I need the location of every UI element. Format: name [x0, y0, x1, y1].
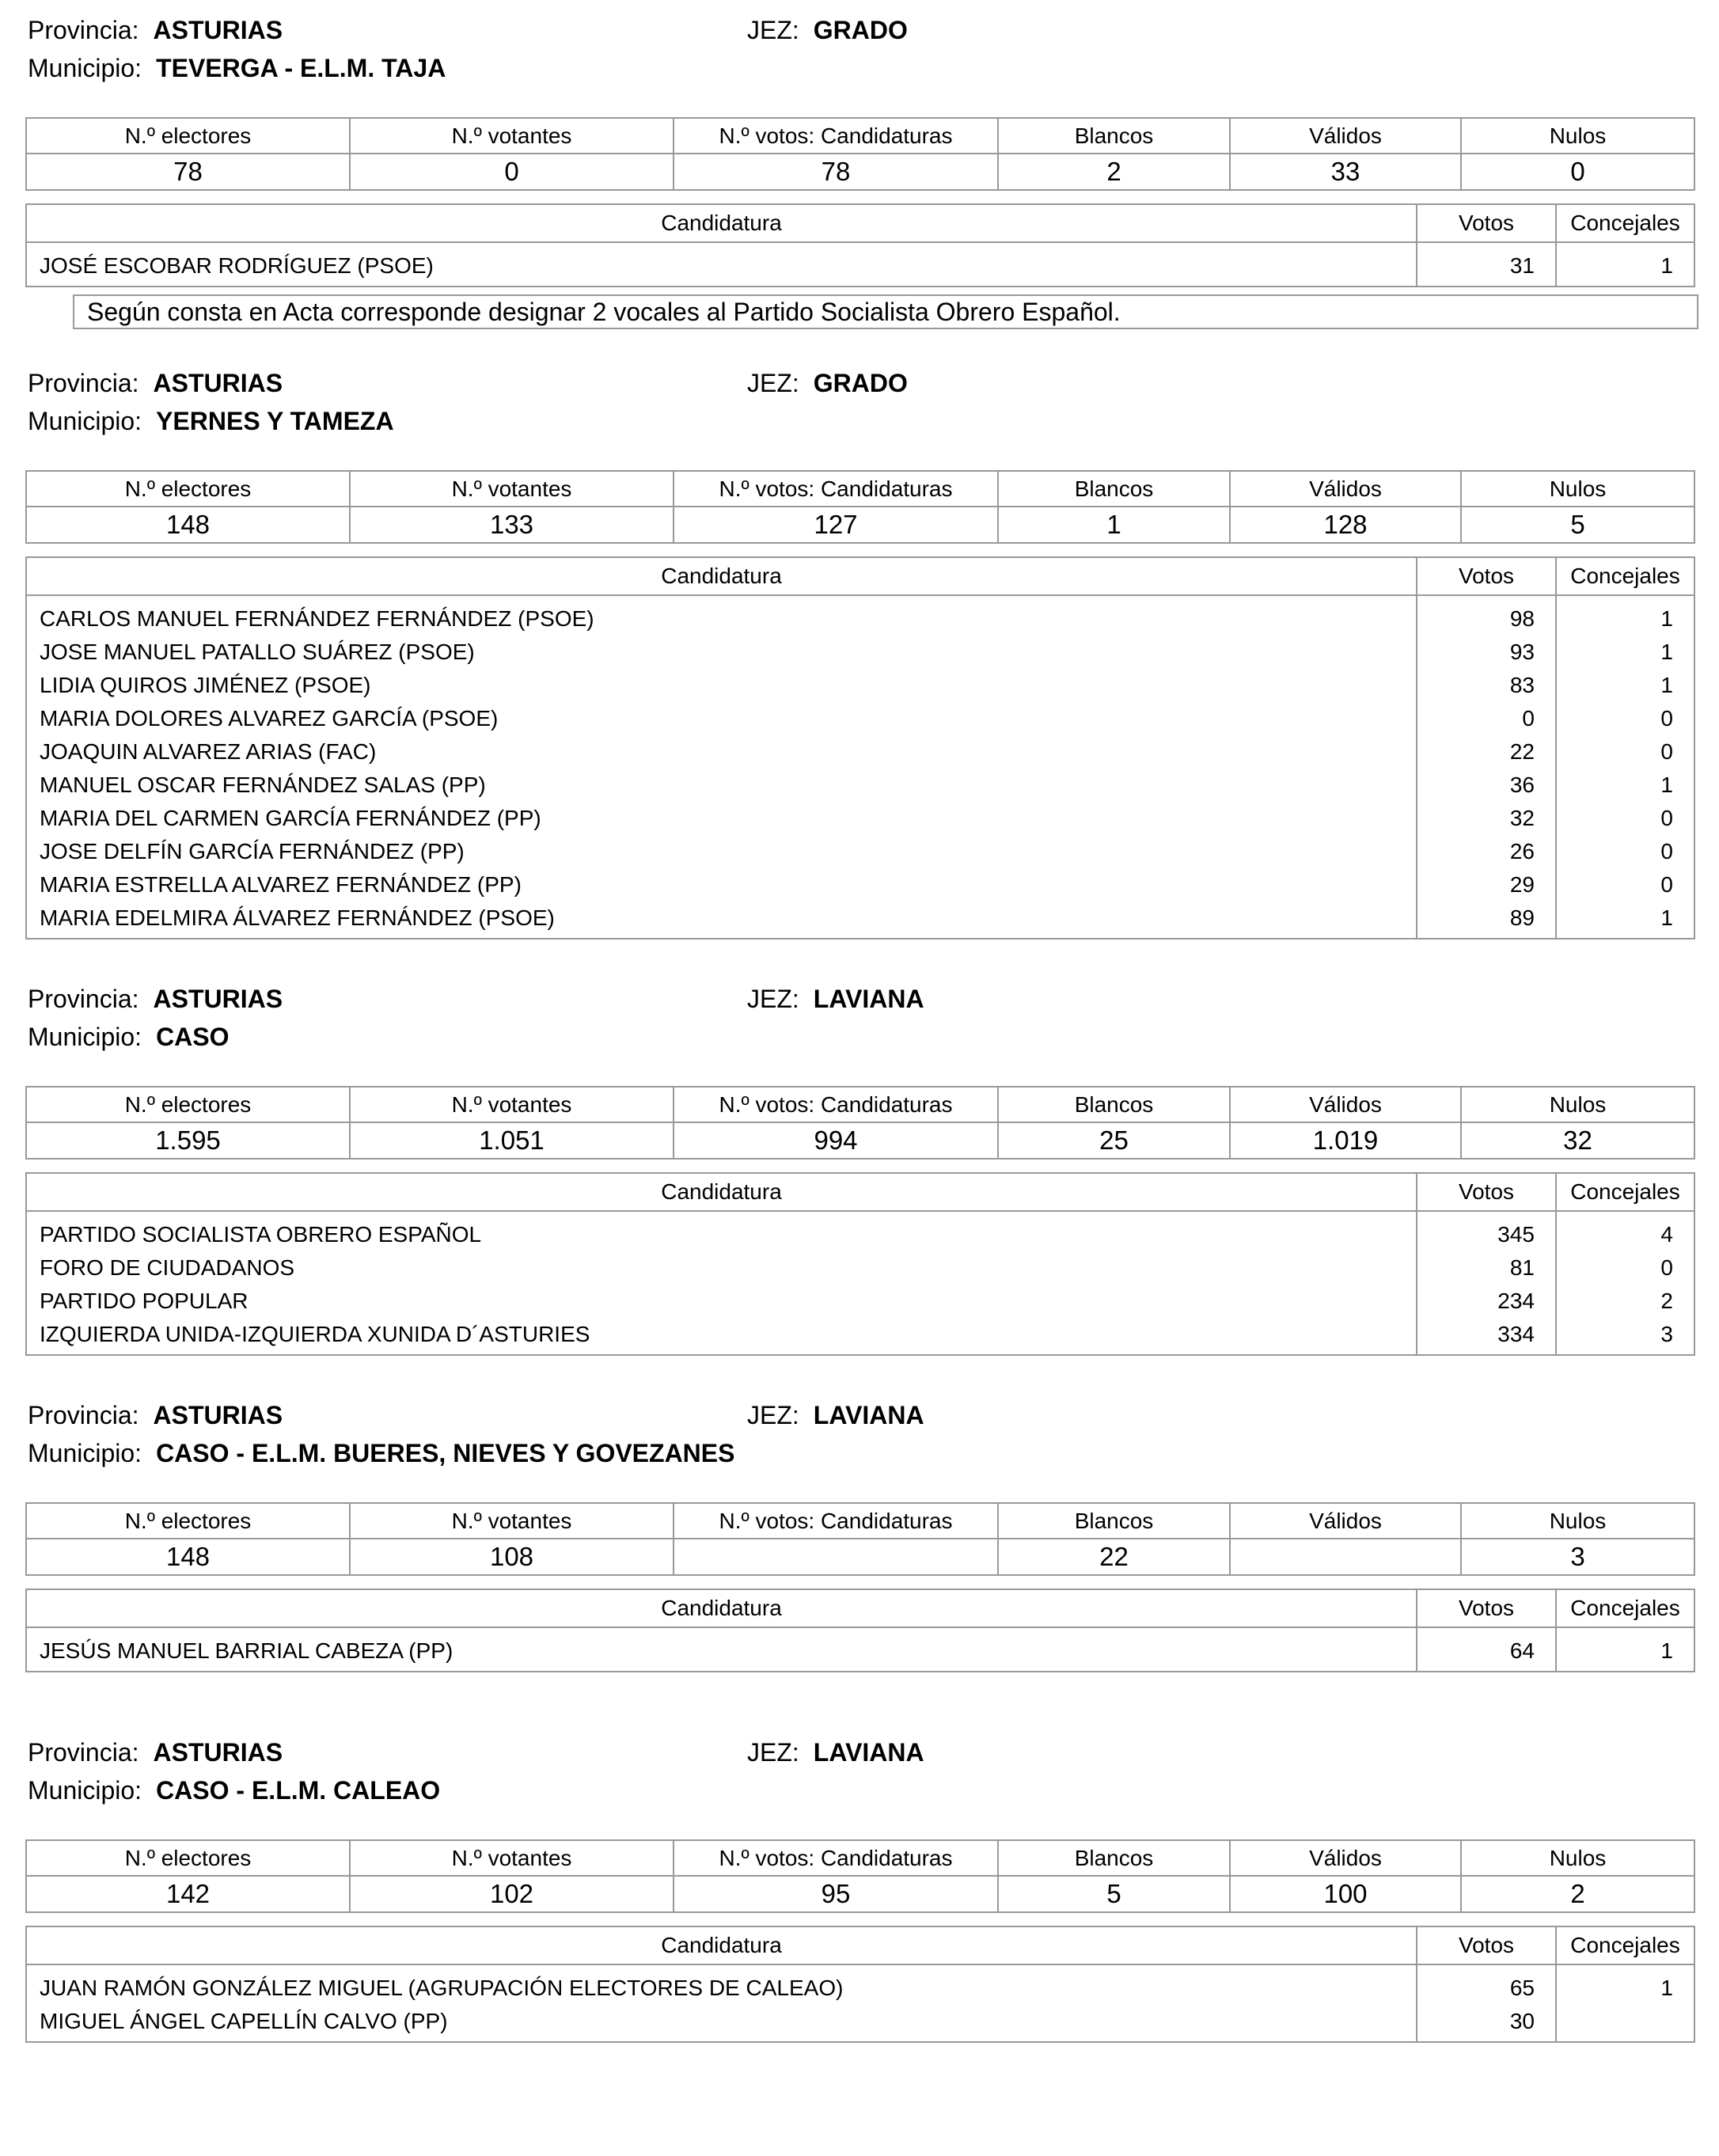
validos-header: Válidos: [1230, 1503, 1461, 1539]
electores-header: N.º electores: [26, 471, 350, 507]
candidate-name: JOSÉ ESCOBAR RODRÍGUEZ (PSOE): [40, 253, 434, 278]
municipality-section: [25, 364, 1694, 939]
candidate-votos: 234: [1497, 1289, 1535, 1313]
municipio-value: CASO: [156, 1023, 230, 1051]
candidate-name: JOSE MANUEL PATALLO SUÁREZ (PSOE): [40, 640, 475, 664]
concejales-header: Concejales: [1556, 204, 1694, 242]
blancos-header: Blancos: [998, 1840, 1230, 1876]
votos-candidaturas-value: [674, 1539, 998, 1575]
municipio-row: [28, 1018, 230, 1056]
candidate-concejales: 1: [1660, 1638, 1673, 1663]
candidate-name: PARTIDO POPULAR: [40, 1289, 249, 1313]
candidates-header-row: [26, 1926, 1694, 1964]
candidates-header-row: [26, 204, 1694, 242]
candidate-name: JESÚS MANUEL BARRIAL CABEZA (PP): [40, 1638, 453, 1663]
nulos-header: Nulos: [1461, 1840, 1694, 1876]
nulos-value: 0: [1461, 154, 1694, 190]
candidates-body: [26, 595, 1694, 939]
stats-header-row: [26, 118, 1694, 154]
electores-value: 78: [26, 154, 350, 190]
blancos-value: 2: [998, 154, 1230, 190]
candidates-body: [26, 1627, 1694, 1672]
jez-row: [747, 1733, 924, 1771]
candidate-names-column: [26, 595, 1417, 939]
votantes-header: N.º votantes: [350, 1087, 674, 1122]
validos-value: 128: [1230, 507, 1461, 543]
candidate-votos: 29: [1509, 872, 1535, 897]
candidatura-header: Candidatura: [26, 557, 1417, 595]
candidate-name: JUAN RAMÓN GONZÁLEZ MIGUEL (AGRUPACIÓN ELECTORES DE CALEAO): [40, 1976, 844, 2000]
votantes-header: N.º votantes: [350, 118, 674, 154]
blancos-value: 25: [998, 1122, 1230, 1159]
municipio-row: [28, 1434, 734, 1472]
votantes-value: 102: [350, 1876, 674, 1912]
municipio-label: Municipio:: [28, 1776, 142, 1805]
validos-header: Válidos: [1230, 118, 1461, 154]
candidate-concejales: 4: [1660, 1222, 1673, 1247]
candidate-votos-column: [1417, 1964, 1556, 2042]
candidate-concejales: 1: [1660, 772, 1673, 797]
stats-value-row: [26, 507, 1694, 543]
provincia-row: [28, 980, 283, 1018]
provincia-value: ASTURIAS: [153, 16, 283, 44]
votos-candidaturas-header: N.º votos: Candidaturas: [674, 1503, 998, 1539]
jez-label: JEZ:: [747, 1401, 799, 1429]
nulos-header: Nulos: [1461, 1503, 1694, 1539]
provincia-row: [28, 1396, 283, 1434]
municipality-section: [25, 980, 1694, 1356]
municipio-row: [28, 402, 394, 440]
candidate-concejales: 0: [1660, 706, 1673, 731]
candidate-votos-column: [1417, 1627, 1556, 1672]
blancos-header: Blancos: [998, 1503, 1230, 1539]
concejales-header: Concejales: [1556, 557, 1694, 595]
provincia-label: Provincia:: [28, 16, 139, 44]
candidate-votos: 334: [1497, 1322, 1535, 1346]
candidatura-header: Candidatura: [26, 1926, 1417, 1964]
candidate-votos: 93: [1509, 640, 1535, 664]
candidatura-header: Candidatura: [26, 1589, 1417, 1627]
stats-value-row: [26, 1876, 1694, 1912]
candidate-concejales: 0: [1660, 1255, 1673, 1280]
jez-label: JEZ:: [747, 985, 799, 1013]
jez-label: JEZ:: [747, 1738, 799, 1767]
provincia-row: [28, 1733, 283, 1771]
candidate-votos: 32: [1509, 806, 1535, 830]
jez-label: JEZ:: [747, 369, 799, 397]
nulos-header: Nulos: [1461, 1087, 1694, 1122]
candidate-concejales-column: [1556, 1964, 1694, 2042]
candidate-names-column: [26, 242, 1417, 287]
candidate-votos: 30: [1509, 2009, 1535, 2033]
candidate-name: MARIA DOLORES ALVAREZ GARCÍA (PSOE): [40, 706, 499, 731]
candidate-name: MANUEL OSCAR FERNÁNDEZ SALAS (PP): [40, 772, 486, 797]
candidates-table: [25, 556, 1695, 939]
candidate-concejales: 0: [1660, 739, 1673, 764]
municipio-row: [28, 1771, 440, 1809]
provincia-value: ASTURIAS: [153, 369, 283, 397]
candidate-votos: 345: [1497, 1222, 1535, 1247]
electores-header: N.º electores: [26, 1503, 350, 1539]
jez-value: GRADO: [813, 369, 908, 397]
jez-value: LAVIANA: [813, 1401, 924, 1429]
jez-row: [747, 980, 924, 1018]
jez-label: JEZ:: [747, 16, 799, 44]
stats-table: [25, 1502, 1695, 1576]
electores-header: N.º electores: [26, 1840, 350, 1876]
stats-header-row: [26, 1503, 1694, 1539]
candidate-votos: 89: [1509, 905, 1535, 930]
candidate-votos: 0: [1522, 706, 1535, 731]
candidate-votos: 31: [1509, 253, 1535, 278]
candidates-table: [25, 203, 1695, 287]
candidate-concejales-column: [1556, 1627, 1694, 1672]
provincia-row: [28, 364, 283, 402]
municipality-section: [25, 1396, 1694, 1672]
votantes-header: N.º votantes: [350, 1840, 674, 1876]
validos-header: Válidos: [1230, 1840, 1461, 1876]
votantes-header: N.º votantes: [350, 1503, 674, 1539]
candidate-name: PARTIDO SOCIALISTA OBRERO ESPAÑOL: [40, 1222, 482, 1247]
candidate-concejales-column: [1556, 595, 1694, 939]
votos-candidaturas-header: N.º votos: Candidaturas: [674, 1087, 998, 1122]
blancos-header: Blancos: [998, 1087, 1230, 1122]
electores-value: 148: [26, 507, 350, 543]
provincia-value: ASTURIAS: [153, 1738, 283, 1767]
municipio-label: Municipio:: [28, 1023, 142, 1051]
municipio-value: CASO - E.L.M. CALEAO: [156, 1776, 441, 1805]
concejales-header: Concejales: [1556, 1926, 1694, 1964]
municipality-section: [25, 11, 1694, 287]
candidate-name: MARIA ESTRELLA ALVAREZ FERNÁNDEZ (PP): [40, 872, 522, 897]
section-header: [25, 11, 1694, 87]
nulos-value: 32: [1461, 1122, 1694, 1159]
candidate-votos: 98: [1509, 606, 1535, 631]
votos-candidaturas-value: 994: [674, 1122, 998, 1159]
candidates-header-row: [26, 1589, 1694, 1627]
validos-value: 100: [1230, 1876, 1461, 1912]
candidate-votos: 65: [1509, 1976, 1535, 2000]
municipio-value: TEVERGA - E.L.M. TAJA: [156, 54, 446, 82]
votos-header: Votos: [1417, 204, 1556, 242]
candidatura-header: Candidatura: [26, 1173, 1417, 1211]
candidate-concejales: 2: [1660, 1289, 1673, 1313]
municipio-value: YERNES Y TAMEZA: [156, 407, 394, 435]
candidate-votos: 83: [1509, 673, 1535, 697]
candidate-names-column: [26, 1964, 1417, 2042]
candidate-votos: 22: [1509, 739, 1535, 764]
municipio-label: Municipio:: [28, 1439, 142, 1467]
stats-table: [25, 470, 1695, 544]
votos-candidaturas-value: 127: [674, 507, 998, 543]
section-header: [25, 1396, 1694, 1472]
votos-header: Votos: [1417, 1926, 1556, 1964]
votantes-value: 0: [350, 154, 674, 190]
candidate-concejales: 1: [1660, 606, 1673, 631]
stats-table: [25, 1086, 1695, 1160]
provincia-value: ASTURIAS: [153, 985, 283, 1013]
votantes-value: 108: [350, 1539, 674, 1575]
blancos-value: 22: [998, 1539, 1230, 1575]
candidate-votos: 81: [1509, 1255, 1535, 1280]
jez-value: GRADO: [813, 16, 908, 44]
candidate-name: MARIA EDELMIRA ÁLVAREZ FERNÁNDEZ (PSOE): [40, 905, 555, 930]
candidates-header-row: [26, 557, 1694, 595]
candidate-concejales: 0: [1660, 806, 1673, 830]
candidate-name: CARLOS MANUEL FERNÁNDEZ FERNÁNDEZ (PSOE): [40, 606, 594, 631]
validos-header: Válidos: [1230, 1087, 1461, 1122]
stats-header-row: [26, 1840, 1694, 1876]
provincia-value: ASTURIAS: [153, 1401, 283, 1429]
jez-row: [747, 1396, 924, 1434]
municipio-row: [28, 49, 446, 87]
candidate-votos-column: [1417, 1211, 1556, 1355]
candidatura-header: Candidatura: [26, 204, 1417, 242]
candidate-concejales: 1: [1660, 905, 1673, 930]
candidate-concejales: 1: [1660, 673, 1673, 697]
candidates-body: [26, 242, 1694, 287]
votos-header: Votos: [1417, 1589, 1556, 1627]
concejales-header: Concejales: [1556, 1589, 1694, 1627]
stats-table: [25, 1839, 1695, 1913]
votantes-header: N.º votantes: [350, 471, 674, 507]
candidate-concejales: [1557, 2005, 1694, 2038]
candidate-concejales: 0: [1660, 839, 1673, 864]
votos-candidaturas-header: N.º votos: Candidaturas: [674, 1840, 998, 1876]
candidate-name: JOAQUIN ALVAREZ ARIAS (FAC): [40, 739, 377, 764]
section-header: [25, 364, 1694, 440]
candidate-name: MIGUEL ÁNGEL CAPELLÍN CALVO (PP): [40, 2009, 448, 2033]
votos-candidaturas-header: N.º votos: Candidaturas: [674, 471, 998, 507]
candidates-table: [25, 1589, 1695, 1672]
candidate-votos: 26: [1509, 839, 1535, 864]
candidate-name: FORO DE CIUDADANOS: [40, 1255, 295, 1280]
section-header: [25, 1733, 1694, 1809]
votos-candidaturas-value: 95: [674, 1876, 998, 1912]
provincia-label: Provincia:: [28, 1738, 139, 1767]
candidate-name: JOSE DELFÍN GARCÍA FERNÁNDEZ (PP): [40, 839, 465, 864]
votos-candidaturas-header: N.º votos: Candidaturas: [674, 118, 998, 154]
candidate-concejales: 3: [1660, 1322, 1673, 1346]
electores-value: 1.595: [26, 1122, 350, 1159]
jez-value: LAVIANA: [813, 1738, 924, 1767]
votos-header: Votos: [1417, 557, 1556, 595]
candidate-concejales: 1: [1660, 253, 1673, 278]
blancos-header: Blancos: [998, 471, 1230, 507]
votos-candidaturas-value: 78: [674, 154, 998, 190]
candidate-names-column: [26, 1211, 1417, 1355]
nulos-header: Nulos: [1461, 118, 1694, 154]
candidates-table: [25, 1926, 1695, 2043]
stats-value-row: [26, 1122, 1694, 1159]
section-header: [25, 980, 1694, 1056]
nulos-value: 3: [1461, 1539, 1694, 1575]
blancos-value: 1: [998, 507, 1230, 543]
candidate-name: LIDIA QUIROS JIMÉNEZ (PSOE): [40, 673, 371, 697]
candidate-name: MARIA DEL CARMEN GARCÍA FERNÁNDEZ (PP): [40, 806, 541, 830]
stats-value-row: [26, 1539, 1694, 1575]
candidates-table: [25, 1172, 1695, 1356]
votantes-value: 1.051: [350, 1122, 674, 1159]
jez-value: LAVIANA: [813, 985, 924, 1013]
validos-header: Válidos: [1230, 471, 1461, 507]
candidate-concejales: 1: [1660, 640, 1673, 664]
provincia-label: Provincia:: [28, 1401, 139, 1429]
concejales-header: Concejales: [1556, 1173, 1694, 1211]
stats-table: [25, 117, 1695, 191]
candidate-names-column: [26, 1627, 1417, 1672]
candidate-votos-column: [1417, 242, 1556, 287]
provincia-label: Provincia:: [28, 369, 139, 397]
candidate-concejales: 0: [1660, 872, 1673, 897]
municipio-value: CASO - E.L.M. BUERES, NIEVES Y GOVEZANES: [156, 1439, 735, 1467]
provincia-label: Provincia:: [28, 985, 139, 1013]
jez-row: [747, 364, 908, 402]
candidates-header-row: [26, 1173, 1694, 1211]
validos-value: 1.019: [1230, 1122, 1461, 1159]
acta-note: Según consta en Acta corresponde designar 2 vocales al Partido Socialista Obrero Español.: [73, 294, 1698, 329]
provincia-row: [28, 11, 283, 49]
candidates-body: [26, 1211, 1694, 1355]
candidate-concejales: 1: [1660, 1976, 1673, 2000]
candidate-concejales-column: [1556, 1211, 1694, 1355]
candidate-concejales-column: [1556, 242, 1694, 287]
stats-header-row: [26, 471, 1694, 507]
candidates-body: [26, 1964, 1694, 2042]
nulos-value: 2: [1461, 1876, 1694, 1912]
candidate-votos: 64: [1509, 1638, 1535, 1663]
validos-value: 33: [1230, 154, 1461, 190]
electores-header: N.º electores: [26, 1087, 350, 1122]
municipio-label: Municipio:: [28, 54, 142, 82]
nulos-header: Nulos: [1461, 471, 1694, 507]
candidate-votos: 36: [1509, 772, 1535, 797]
candidate-name: IZQUIERDA UNIDA-IZQUIERDA XUNIDA D´ASTURIES: [40, 1322, 590, 1346]
stats-value-row: [26, 154, 1694, 190]
municipio-label: Municipio:: [28, 407, 142, 435]
votos-header: Votos: [1417, 1173, 1556, 1211]
electores-value: 148: [26, 1539, 350, 1575]
votantes-value: 133: [350, 507, 674, 543]
stats-header-row: [26, 1087, 1694, 1122]
nulos-value: 5: [1461, 507, 1694, 543]
electores-header: N.º electores: [26, 118, 350, 154]
jez-row: [747, 11, 908, 49]
blancos-header: Blancos: [998, 118, 1230, 154]
electores-value: 142: [26, 1876, 350, 1912]
blancos-value: 5: [998, 1876, 1230, 1912]
validos-value: [1230, 1539, 1461, 1575]
candidate-votos-column: [1417, 595, 1556, 939]
municipality-section: [25, 1733, 1694, 2043]
